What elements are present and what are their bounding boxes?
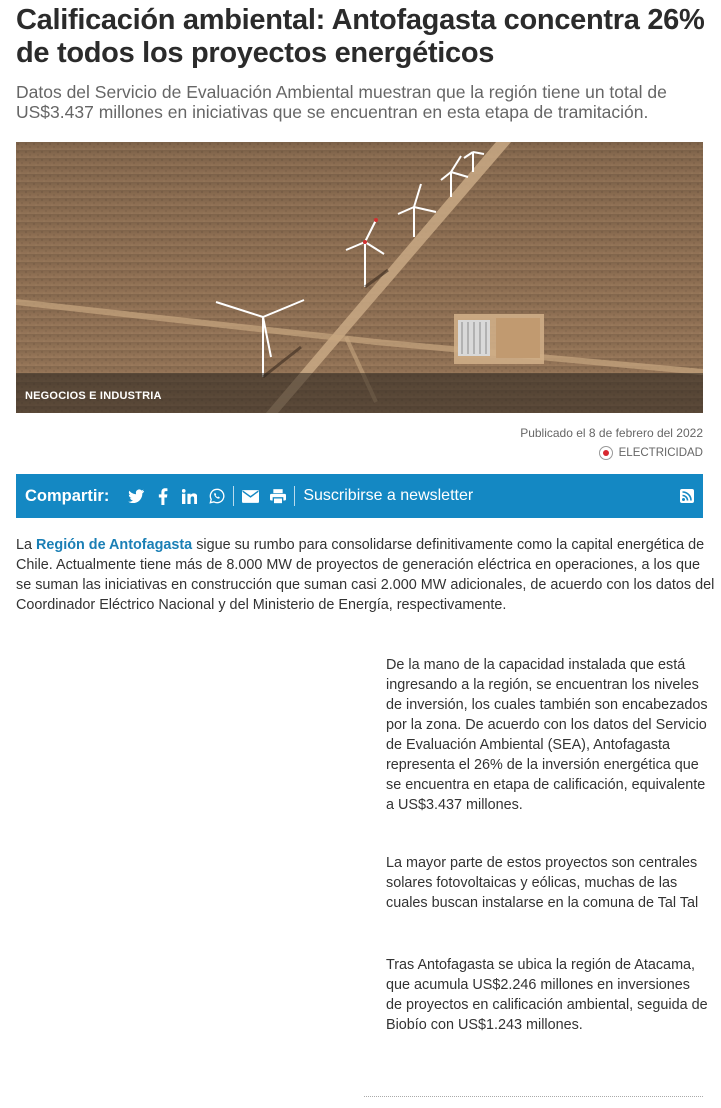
- body-paragraph: La mayor parte de estos proyectos son centrales solares fotovoltaicas y eólicas, muchas de las cuales buscan instalarse en la comuna de Tal Tal: [386, 855, 699, 911]
- newsletter-link[interactable]: Suscribirse a newsletter: [303, 487, 474, 504]
- lead-prefix: La: [16, 537, 37, 553]
- category-tag[interactable]: [599, 446, 703, 460]
- region-link[interactable]: Región de Antofagasta: [36, 537, 193, 553]
- email-icon[interactable]: [242, 488, 259, 505]
- hero-image: [16, 142, 703, 413]
- lead-paragraph: [16, 535, 716, 615]
- category-label: ELECTRICIDAD: [618, 447, 703, 459]
- share-bar: [16, 474, 703, 518]
- divider: [233, 486, 234, 506]
- lead-text: sigue su rumbo para consolidarse definitivamente como la capital energética de Chile. Actualmente tiene más de 8.000 MW de proyectos de generación eléctrica en operaciones, a los que se suman las iniciativas en construcción que suman casi 2.000 MW adicionales, de acuerdo con los datos del Coordinador Eléctrico Nacional y del Ministerio de Energía, respectivamente.: [16, 537, 715, 613]
- body-paragraph: Tras Antofagasta se ubica la región de Atacama, que acumula US$2.246 millones en inversiones de proyectos en calificación ambiental, seguida de Biobío con US$1.243 millones.: [386, 957, 708, 1033]
- article-title: Calificación ambiental: Antofagasta concentra 26% de todos los proyectos energéticos: [16, 4, 705, 69]
- divider: [364, 1096, 703, 1097]
- share-label: Compartir:: [25, 486, 110, 505]
- category-dot-icon: [599, 446, 613, 460]
- divider: [294, 486, 295, 506]
- publish-date: Publicado el 8 de febrero del 2022: [520, 426, 703, 440]
- facebook-icon[interactable]: [154, 488, 171, 505]
- article-subtitle: Datos del Servicio de Evaluación Ambiental muestran que la región tiene un total de US$3.437 millones en iniciativas que se encuentran en esta etapa de tramitación.: [16, 82, 667, 122]
- whatsapp-icon[interactable]: [208, 488, 225, 505]
- rss-icon[interactable]: [680, 489, 694, 503]
- linkedin-icon[interactable]: [181, 488, 198, 505]
- section-label[interactable]: NEGOCIOS E INDUSTRIA: [25, 390, 162, 402]
- twitter-icon[interactable]: [127, 488, 144, 505]
- body-paragraph: De la mano de la capacidad instalada que está ingresando a la región, se encuentran los niveles de inversión, los cuales también son encabezados por la zona. De acuerdo con los datos del Servicio de Evaluación Ambiental (SEA), Antofagasta representa el 26% de la inversión energética que se encuentra en etapa de calificación, equivalente a US$3.437 millones.: [386, 657, 708, 813]
- print-icon[interactable]: [269, 488, 286, 505]
